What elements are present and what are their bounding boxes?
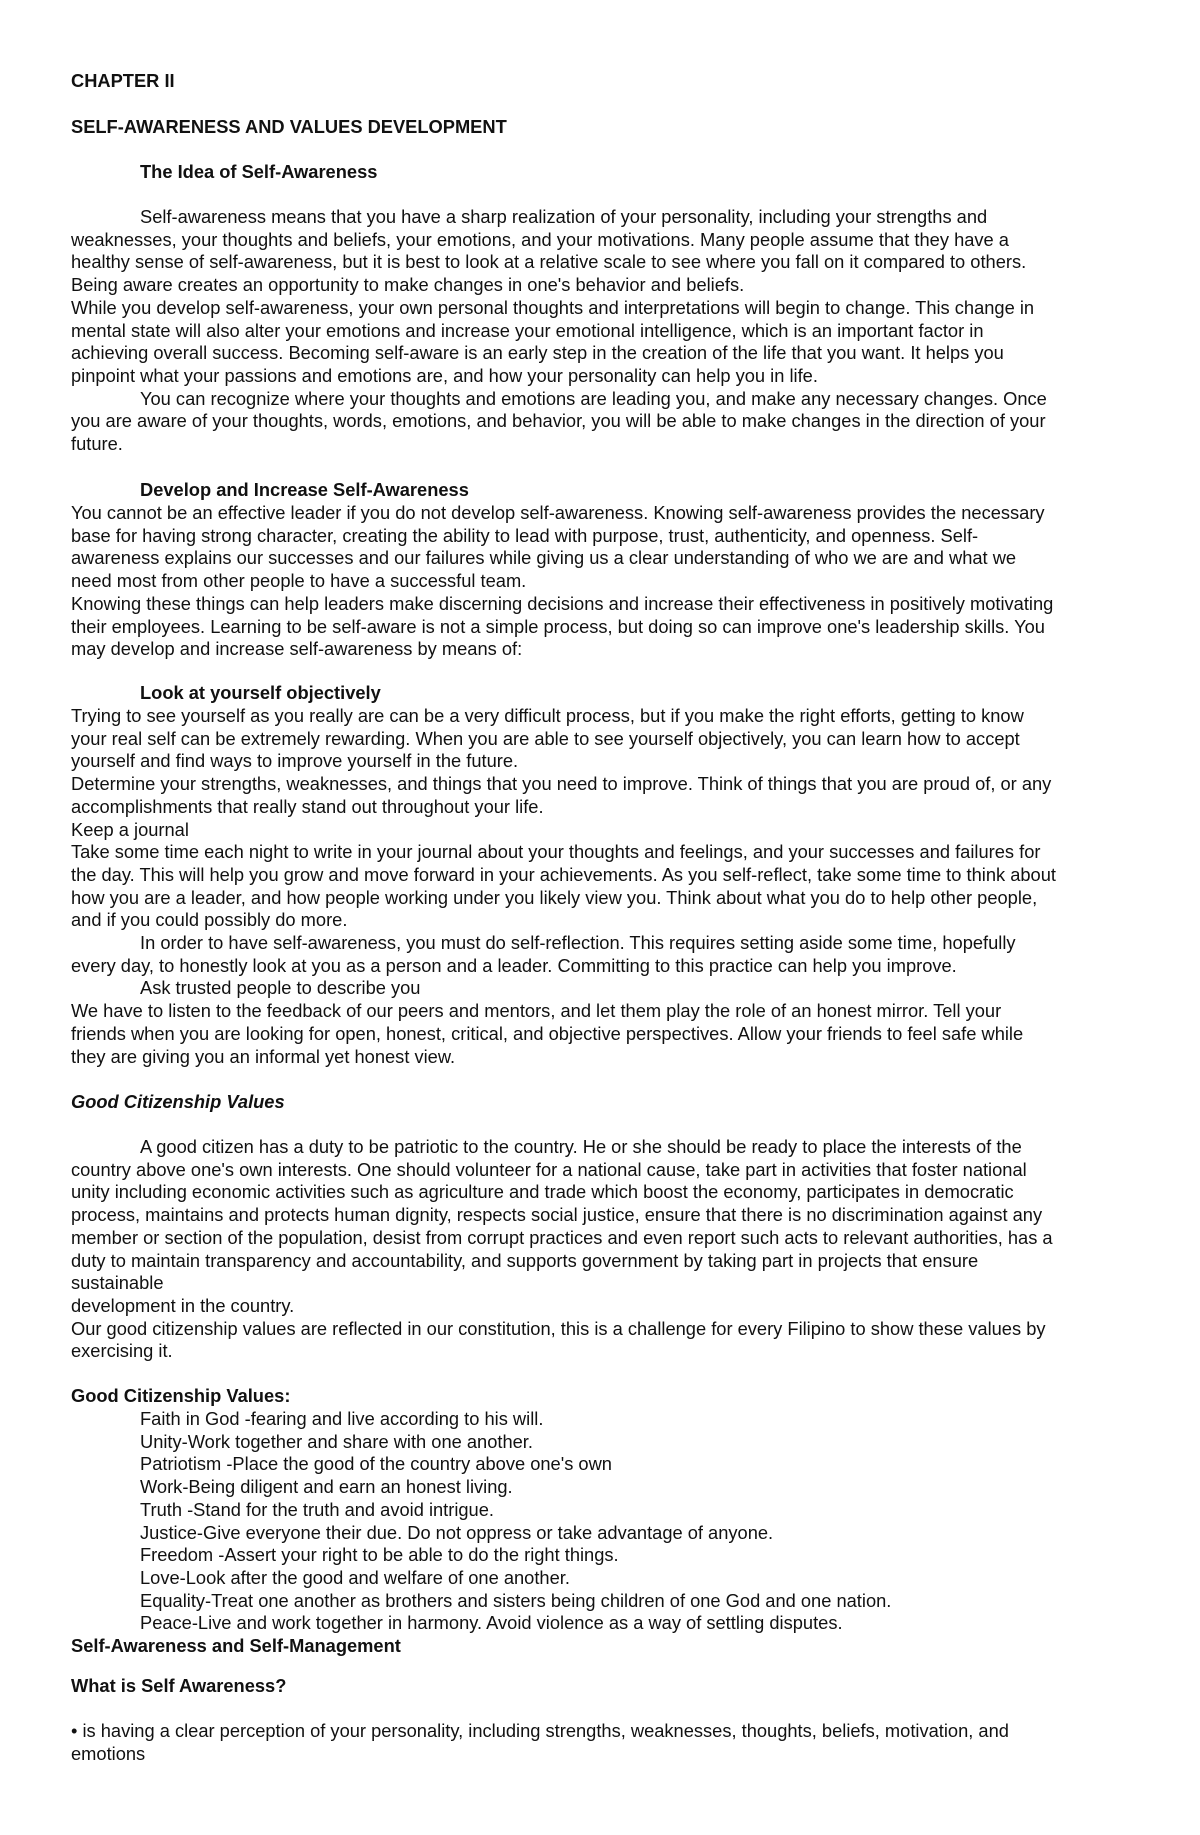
text-line: and if you could possibly do more. — [71, 909, 348, 931]
text-line: development in the country. — [71, 1294, 295, 1316]
value-item: Equality-Treat one another as brothers and sisters being children of one God and one nation. — [140, 1589, 892, 1611]
text-line: country above one's own interests. One should volunteer for a national cause, take part in activities that foster national — [71, 1158, 1027, 1180]
text-line: Trying to see yourself as you really are can be a very difficult process, but if you make the right efforts, getting to know — [71, 705, 1024, 726]
text-line: While you develop self-awareness, your own personal thoughts and interpretations will begin to change. This change in — [71, 296, 1035, 318]
text-line: duty to maintain transparency and accountability, and supports government by taking part in projects that ensure — [71, 1249, 979, 1271]
text-line: You can recognize where your thoughts and emotions are leading you, and make any necessary changes. Once — [140, 387, 1047, 409]
text-line: Keep a journal — [71, 818, 189, 840]
text-line: Determine your strengths, weaknesses, and things that you need to improve. Think of things that you are proud of, or any — [71, 773, 1052, 795]
value-item: Work-Being diligent and earn an honest living. — [140, 1476, 513, 1498]
text-line: weaknesses, your thoughts and beliefs, your emotions, and your motivations. Many people assume that they have a — [71, 228, 1009, 250]
text-line: they are giving you an informal yet honest view. — [71, 1045, 456, 1067]
text-line: unity including economic activities such as agriculture and trade which boost the economy, participates in democratic — [71, 1181, 1014, 1203]
text-line: process, maintains and protects human dignity, respects social justice, ensure that there is no discrimination against any — [71, 1204, 1043, 1226]
text-line: future. — [71, 433, 123, 454]
heading-idea-of-self-awareness: The Idea of Self-Awareness — [140, 161, 378, 182]
heading-develop-self-awareness: Develop and Increase Self-Awareness — [140, 479, 469, 500]
text-line: A good citizen has a duty to be patriotic to the country. He or she should be ready to place the interests of the — [140, 1136, 1022, 1157]
text-line: your real self can be extremely rewarding. When you are able to see yourself objectively, you can learn how to accept — [71, 727, 1020, 749]
text-line: friends when you are looking for open, honest, critical, and objective perspectives. Allow your friends to feel safe while — [71, 1022, 1024, 1044]
value-item: Truth -Stand for the truth and avoid intrigue. — [140, 1498, 494, 1520]
text-line: • is having a clear perception of your personality, including strengths, weaknesses, thoughts, beliefs, motivation, and — [71, 1720, 1009, 1741]
text-line: achieving overall success. Becoming self-aware is an early step in the creation of the life that you want. It helps you — [71, 342, 1004, 364]
value-item: Patriotism -Place the good of the country above one's own — [140, 1453, 612, 1475]
text-line: accomplishments that really stand out throughout your life. — [71, 795, 544, 817]
text-line: how you are a leader, and how people working under you likely view you. Think about what you do to help other people, — [71, 886, 1038, 908]
text-line: In order to have self-awareness, you must do self-reflection. This requires setting aside some time, hopefully — [140, 932, 1016, 953]
text-line: every day, to honestly look at you as a person and a leader. Committing to this practice can help you improve. — [71, 954, 957, 976]
text-line: awareness explains our successes and our failures while giving us a clear understanding of who we are and what we — [71, 547, 1017, 569]
heading-values-list: Good Citizenship Values: — [71, 1385, 291, 1406]
text-line: Ask trusted people to describe you — [140, 977, 421, 999]
value-item: Justice-Give everyone their due. Do not oppress or take advantage of anyone. — [140, 1521, 774, 1543]
text-line: their employees. Learning to be self-aware is not a simple process, but doing so can improve one's leadership skills. You — [71, 615, 1045, 637]
text-line: You cannot be an effective leader if you do not develop self-awareness. Knowing self-awareness provides the necessary — [71, 502, 1045, 523]
text-line: Our good citizenship values are reflected in our constitution, this is a challenge for every Filipino to show these values by — [71, 1317, 1046, 1339]
text-line: member or section of the population, desist from corrupt practices and even report such acts to relevant authorities, has a — [71, 1226, 1053, 1248]
value-item: Peace-Live and work together in harmony. Avoid violence as a way of settling disputes. — [140, 1612, 843, 1634]
chapter-label: CHAPTER II — [71, 70, 175, 91]
text-line: Self-awareness means that you have a sharp realization of your personality, including your strengths and — [140, 206, 988, 227]
text-line: base for having strong character, creating the ability to lead with purpose, trust, authenticity, and openness. Self- — [71, 524, 979, 546]
value-item: Freedom -Assert your right to be able to do the right things. — [140, 1544, 619, 1566]
text-line: need most from other people to have a successful team. — [71, 570, 527, 592]
text-line: emotions — [71, 1742, 146, 1764]
text-line: pinpoint what your passions and emotions are, and how your personality can help you in life. — [71, 364, 818, 386]
text-line: may develop and increase self-awareness by means of: — [71, 638, 523, 660]
text-line: healthy sense of self-awareness, but it is best to look at a relative scale to see where you fall on it compared to others. — [71, 251, 1027, 273]
text-line: yourself and find ways to improve yourself in the future. — [71, 750, 519, 772]
text-line: sustainable — [71, 1272, 164, 1294]
text-line: exercising it. — [71, 1340, 173, 1362]
text-line: Knowing these things can help leaders make discerning decisions and increase their effectiveness in positively motivating — [71, 592, 1054, 614]
heading-self-management: Self-Awareness and Self-Management — [71, 1635, 401, 1656]
text-line: mental state will also alter your emotions and increase your emotional intelligence, which is an important factor in — [71, 319, 984, 341]
heading-good-citizenship-values: Good Citizenship Values — [71, 1091, 285, 1112]
heading-look-at-yourself: Look at yourself objectively — [140, 682, 381, 703]
value-item: Unity-Work together and share with one another. — [140, 1430, 533, 1452]
text-line: you are aware of your thoughts, words, emotions, and behavior, you will be able to make changes in the direction of your — [71, 410, 1046, 432]
heading-what-is-self-awareness: What is Self Awareness? — [71, 1675, 287, 1696]
text-line: Take some time each night to write in your journal about your thoughts and feelings, and your successes and failures for — [71, 841, 1041, 863]
text-line: We have to listen to the feedback of our peers and mentors, and let them play the role of an honest mirror. Tell your — [71, 1000, 1002, 1022]
text-line: Being aware creates an opportunity to make changes in one's behavior and beliefs. — [71, 274, 745, 296]
value-item: Love-Look after the good and welfare of one another. — [140, 1566, 570, 1588]
text-line: the day. This will help you grow and move forward in your achievements. As you self-reflect, take some time to think about — [71, 863, 1056, 885]
document-title: SELF-AWARENESS AND VALUES DEVELOPMENT — [71, 116, 507, 137]
value-item: Faith in God -fearing and live according to his will. — [140, 1408, 544, 1429]
